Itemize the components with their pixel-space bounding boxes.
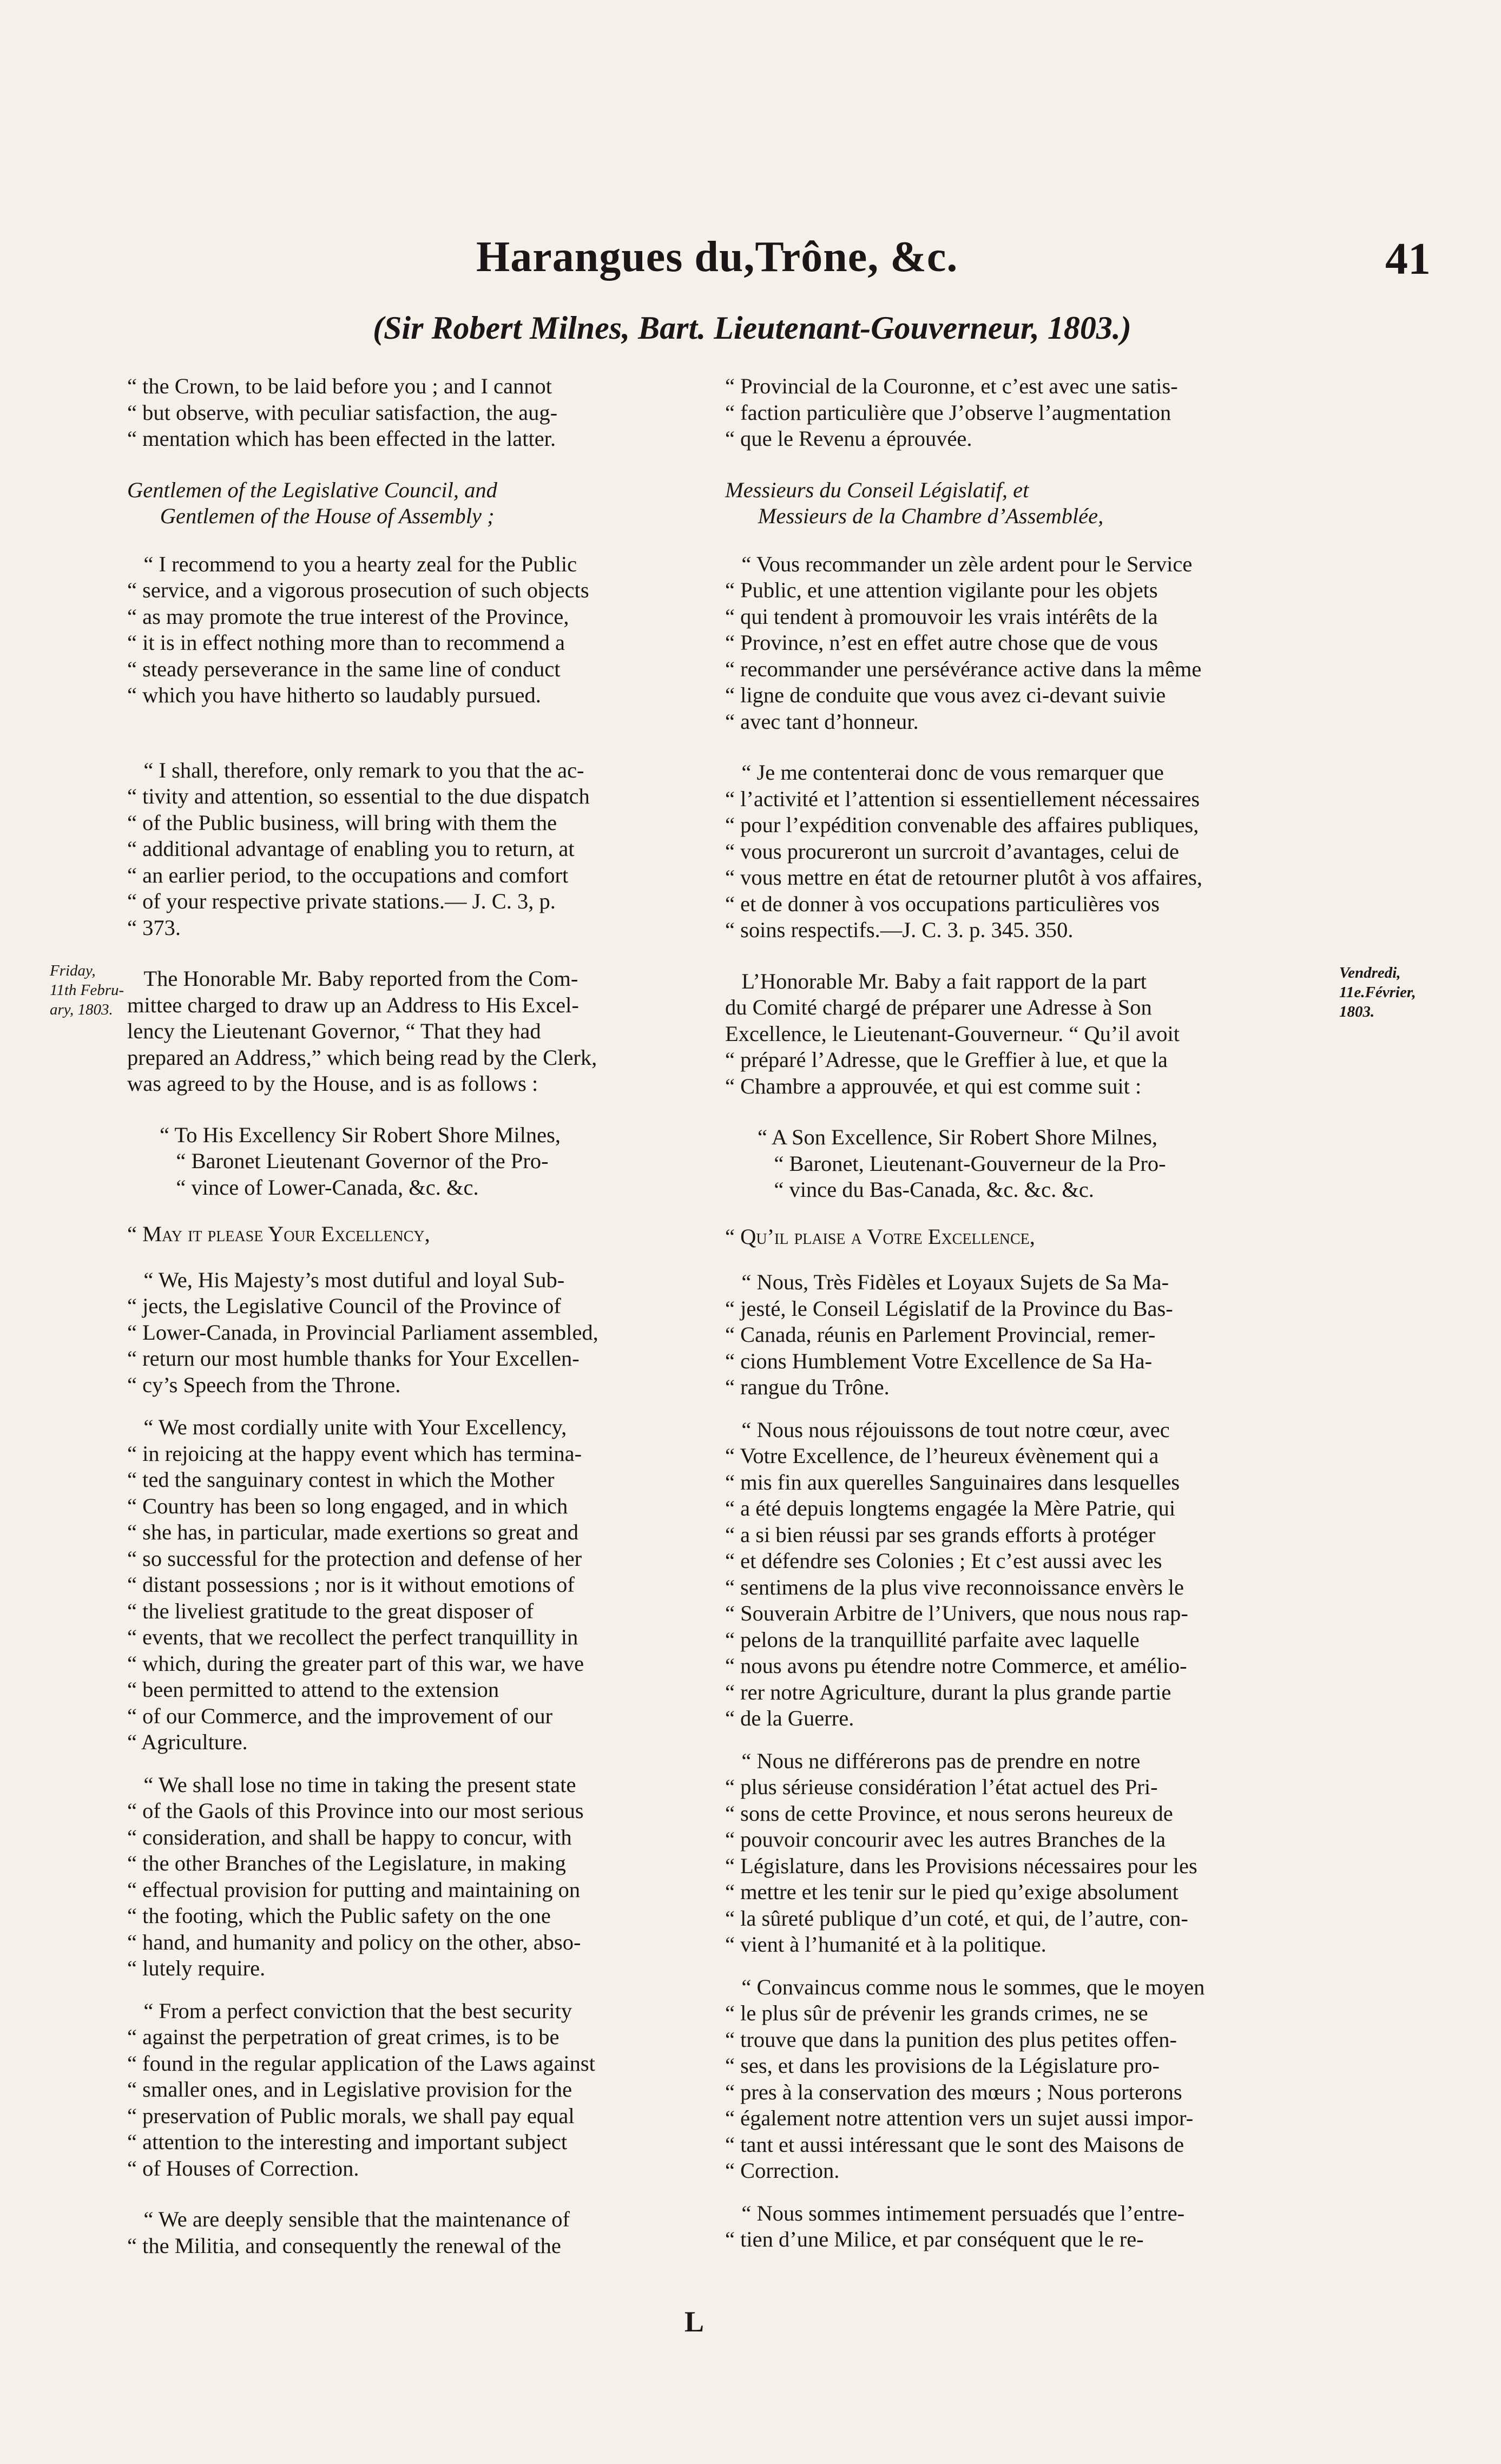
paragraph: “ We are deeply sensible that the maintenance of “ the Militia, and consequently the renewal of the (127, 2207, 570, 2258)
english-column (127, 373, 728, 2275)
paragraph: “ Je me contenterai donc de vous remarquer que “ l’activité et l’attention si essentiellement nécessaires “ pour l’expédition convenable des affaires publiques, “ vous procureront un surcroit d’avantages, celui de “ vous mettre en état de retourner plutôt à vos affaires, “ et de donner à vos occupations particulières vos “ soins respectifs.—J. C. 3. p. 345. 350. (725, 760, 1203, 942)
address-opening: “ May it please Your Excellency, (127, 1222, 430, 1246)
running-title: Harangues du,Trône, &c. (476, 233, 958, 281)
marginal-note-french: Vendredi, 11e.Février, 1803. (1339, 964, 1416, 1020)
address-heading: “ A Son Excellence, Sir Robert Shore Milnes, “ Baronet, Lieutenant-Gouverneur de la Pro- “ vince du Bas-Canada, &c. &c. &c. (758, 1125, 1166, 1202)
salutation: Messieurs du Conseil Législatif, et Messieurs de la Chambre d’Assemblée, (725, 477, 1104, 528)
paragraph: “ Nous ne différerons pas de prendre en notre “ plus sérieuse considération l’état actuel des Pri- “ sons de cette Province, et nous serons heureux de “ pouvoir concourir avec les autres Branches de la “ Législature, dans les Provisions nécessaires pour les “ mettre et les tenir sur le pied qu’exige absolument “ la sûreté publique d’un coté, et qui, de l’autre, con- “ vient à l’humanité et à la politique. (725, 1748, 1197, 1956)
paragraph: “ From a perfect conviction that the best security “ against the perpetration of great crimes, is to be “ found in the regular application of the Laws against “ smaller ones, and in Legislative provision for the “ preservation of Public morals, we shall pay equal “ attention to the interesting and important subject “ of Houses of Correction. (127, 1998, 595, 2180)
signature-mark: L (684, 2305, 705, 2338)
paragraph: “ Provincial de la Couronne, et c’est avec une satis- “ faction particulière que J’observe l’augmentation “ que le Revenu a éprouvée. (725, 374, 1178, 451)
page-header (0, 233, 1501, 298)
salutation: Gentlemen of the Legislative Council, and Gentlemen of the House of Assembly ; (127, 477, 497, 528)
paragraph: “ I recommend to you a hearty zeal for the Public “ service, and a vigorous prosecution of such objects “ as may promote the true interest of the Province, “ it is in effect nothing more than to recommend a “ steady perseverance in the same line of conduct “ which you have hitherto so laudably pursued. (127, 551, 589, 707)
paragraph: The Honorable Mr. Baby reported from the Com- mittee charged to draw up an Address to His Excel- lency the Lieutenant Governor, “ That they had prepared an Address,” which being read by the Clerk, was agreed to by the House, and is as follows : (127, 966, 597, 1096)
paragraph: “ Nous sommes intimement persuadés que l’entre- “ tien d’une Milice, et par conséquent que le re- (725, 2201, 1185, 2251)
paragraph: “ Nous nous réjouissons de tout notre cœur, avec “ Votre Excellence, de l’heureux évènement qui a “ mis fin aux querelles Sanguinaires dans lesquelles “ a été depuis longtems engagée la Mère Patrie, qui “ a si bien réussi par ses grands efforts à protéger “ et défendre ses Colonies ; Et c’est aussi avec les “ sentimens de la plus vive reconnoissance envèrs le “ Souverain Arbitre de l’Univers, que nous nous rap- “ pelons de la tranquillité parfaite avec laquelle “ nous avons pu étendre notre Commerce, et amélio- “ rer notre Agriculture, durant la plus grande partie “ de la Guerre. (725, 1417, 1188, 1730)
subtitle: (Sir Robert Milnes, Bart. Lieutenant-Gouverneur, 1803.) (373, 310, 1131, 346)
paragraph: “ Vous recommander un zèle ardent pour le Service “ Public, et une attention vigilante pour les objets “ qui tendent à promouvoir les vrais intérêts de la “ Province, n’est en effet autre chose que de vous “ recommander une persévérance active dans la même “ ligne de conduite que vous avez ci-devant suivie “ avec tant d’honneur. (725, 551, 1202, 734)
paragraph: “ Convaincus comme nous le sommes, que le moyen “ le plus sûr de prévenir les grands crimes, ne se “ trouve que dans la punition des plus petites offen- “ ses, et dans les provisions de la Législature pro- “ pres à la conservation des mœurs ; Nous porterons “ également notre attention vers un sujet aussi impor- “ tant et aussi intéressant que le sont des Maisons de “ Correction. (725, 1974, 1205, 2183)
paragraph: L’Honorable Mr. Baby a fait rapport de la part du Comité chargé de préparer une Adresse à Son Excellence, le Lieutenant-Gouverneur. “ Qu’il avoit “ préparé l’Adresse, que le Greffier à lue, et que la “ Chambre a approuvée, et qui est comme suit : (725, 969, 1180, 1098)
marginal-note-english: Friday, 11th Febru- ary, 1803. (50, 962, 124, 1018)
page-number: 41 (1385, 234, 1431, 284)
paragraph: “ I shall, therefore, only remark to you that the ac- “ tivity and attention, so essential to the due dispatch “ of the Public business, will bring with them the “ additional advantage of enabling you to return, at “ an earlier period, to the occupations and comfort “ of your respective private stations.— J. C. 3, p. “ 373. (127, 757, 590, 940)
paragraph: “ We most cordially unite with Your Excellency, “ in rejoicing at the happy event which has termina- “ ted the sanguinary contest in which the Mother “ Country has been so long engaged, and in which “ she has, in particular, made exertions so great and “ so successful for the protection and defense of her “ distant possessions ; nor is it without emotions of “ the liveliest gratitude to the great disposer of “ events, that we recollect the perfect tranquillity in “ which, during the greater part of this war, we have “ been permitted to attend to the extension “ of our Commerce, and the improvement of our “ Agriculture. (127, 1415, 584, 1754)
address-heading: “ To His Excellency Sir Robert Shore Milnes, “ Baronet Lieutenant Governor of the Pro- “ vince of Lower-Canada, &c. &c. (160, 1122, 561, 1200)
paragraph: “ We, His Majesty’s most dutiful and loyal Sub- “ jects, the Legislative Council of the Province of “ Lower-Canada, in Provincial Parliament assembled, “ return our most humble thanks for Your Excellen- “ cy’s Speech from the Throne. (127, 1267, 598, 1397)
french-column (725, 373, 1331, 2269)
address-opening: “ Qu’il plaise a Votre Excellence, (725, 1224, 1035, 1249)
paragraph: “ We shall lose no time in taking the present state “ of the Gaols of this Province into our most serious “ consideration, and shall be happy to concur, with “ the other Branches of the Legislature, in making “ effectual provision for putting and maintaining on “ the footing, which the Public safety on the one “ hand, and humanity and policy on the other, abso- “ lutely require. (127, 1772, 584, 1980)
paragraph: “ Nous, Très Fidèles et Loyaux Sujets de Sa Ma- “ jesté, le Conseil Législatif de la Province du Bas- “ Canada, réunis en Parlement Provincial, remer- “ cions Humblement Votre Excellence de Sa Ha- “ rangue du Trône. (725, 1270, 1173, 1399)
paragraph: “ the Crown, to be laid before you ; and I cannot “ but observe, with peculiar satisfaction, the aug- “ mentation which has been effected in the latter. (127, 374, 558, 451)
